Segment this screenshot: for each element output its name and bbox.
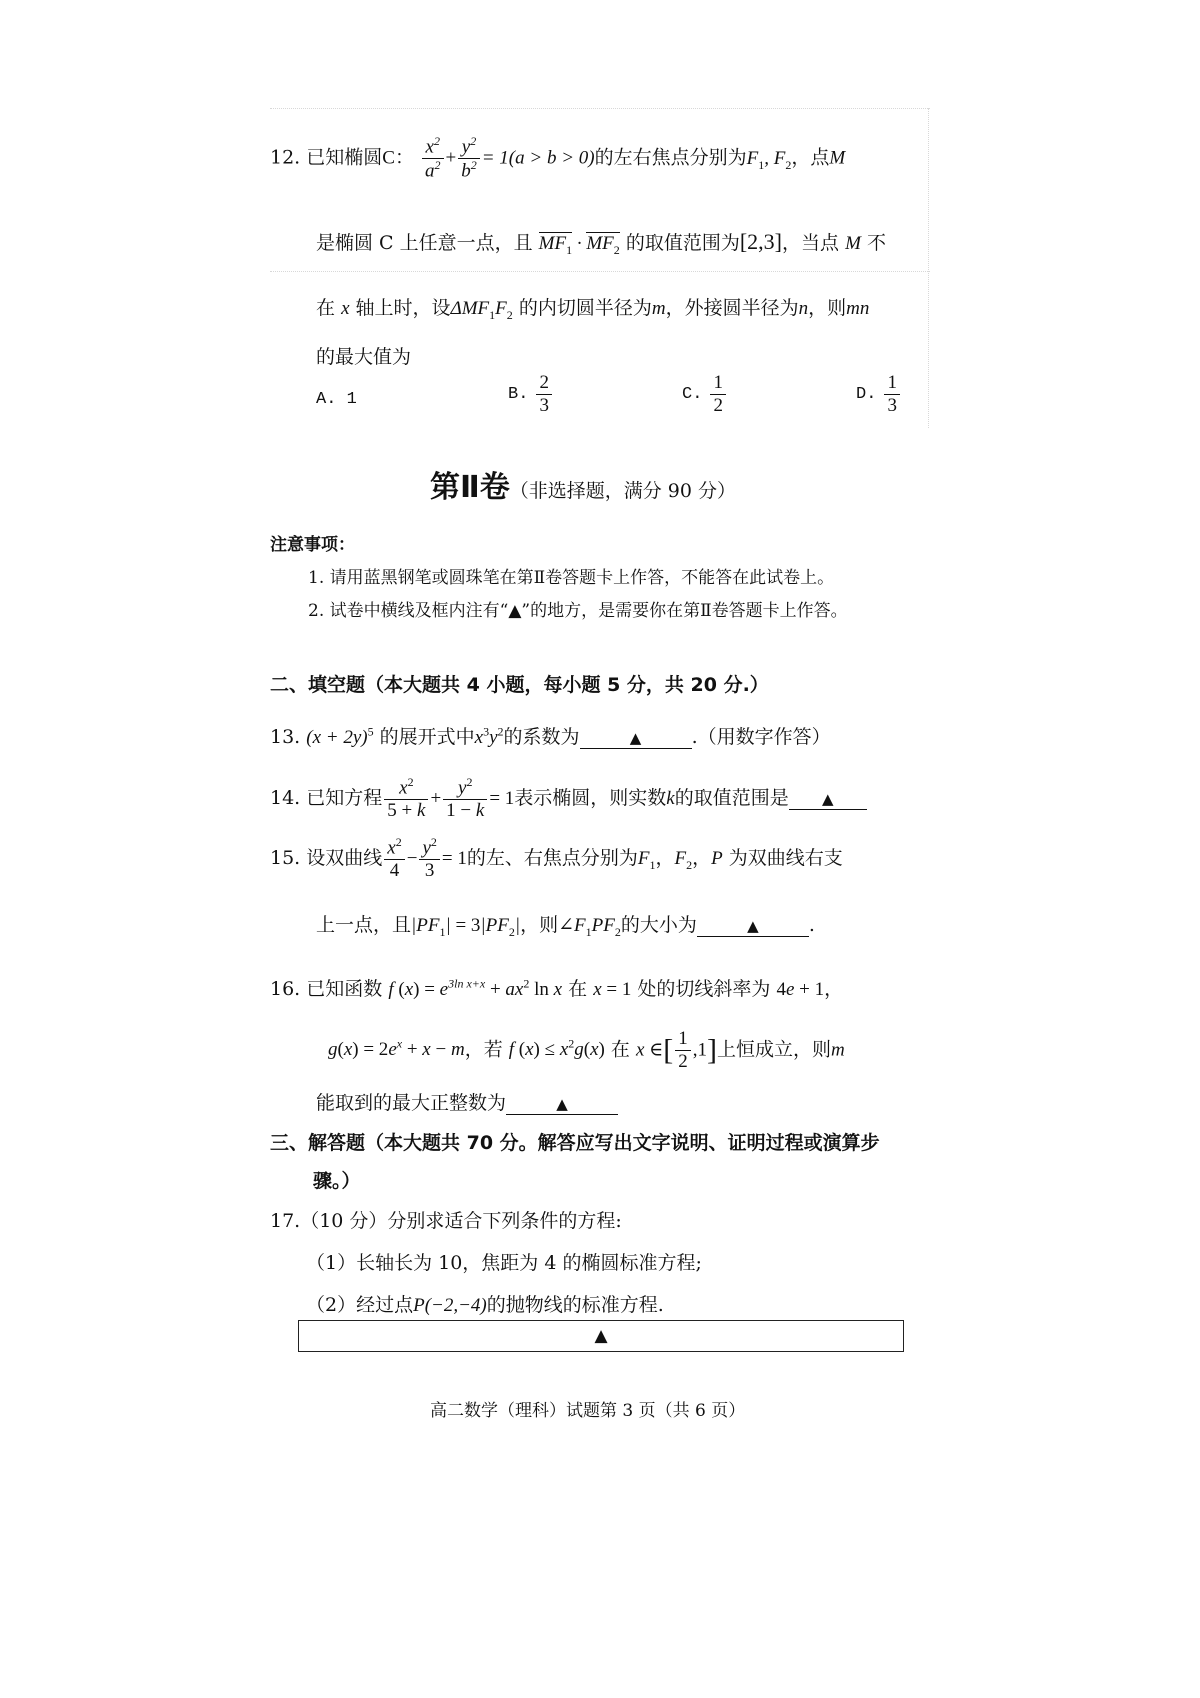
scan-line-top <box>270 108 930 109</box>
fill-heading: 二、填空题（本大题共 4 小题，每小题 5 分，共 20 分.） <box>270 674 769 696</box>
q16-text8: 能取到的最大正整数为 <box>316 1092 507 1114</box>
q16-line3 <box>316 1088 618 1115</box>
q12-option-d: D. $\frac{1}{3}$ <box>856 372 902 417</box>
q12-line3-text-e: ，则 <box>808 297 847 319</box>
q12-line3-text-c: 的内切圆半径为 <box>518 297 652 319</box>
q15-answer-blank[interactable] <box>697 914 809 937</box>
q13-answer-blank[interactable] <box>580 726 692 749</box>
q15-line1: 15. 设双曲线 $\frac{x^2}{4}$ − $\frac{y^2}{3}$ = 1的左、右焦点分别为$F_1$，$F_2$，P 为双曲线右支 <box>270 835 843 882</box>
q17-part2-text-b: 的抛物线的标准方程. <box>486 1294 664 1316</box>
q12-line3-text-d: ，外接圆半径为 <box>665 297 799 319</box>
section2-title: 第Ⅱ卷 <box>430 470 510 505</box>
q15-line2: 上一点，且$|PF_1| = 3|PF_2|$，则$\angle F_1PF_2$的大小为 ▲ . <box>316 914 815 939</box>
q17-part2 <box>306 1290 664 1317</box>
page-footer: 高二数学（理科）试题第 3 页（共 6 页） <box>430 1401 746 1421</box>
q16-text2: 在 <box>568 978 588 1000</box>
q14-text2: 表示椭圆，则实数 <box>514 787 667 810</box>
q16-text6: 在 <box>610 1038 630 1061</box>
ellipse-x-term: $\frac{x^2}{a^2}$ <box>422 135 444 182</box>
q12-line2-text-c: ，当点 <box>782 232 840 254</box>
q12-range: [2,3] <box>739 229 783 254</box>
q15-text4: 上一点，且 <box>316 914 412 936</box>
q13-text1: 的展开式中 <box>379 726 475 748</box>
answer-mark: ▲ <box>821 790 834 809</box>
q12-line1: 12. 已知椭圆C： $\frac{x^2}{a^2}$ + $\frac{y^2}{b^2}$ = 1(a > b > 0)的左右焦点分别为$F_1$, $F_2$，点M <box>270 134 846 182</box>
note-2: 2. 试卷中横线及框内注有“▲”的地方，是需要你在第Ⅱ卷答题卡上作答。 <box>308 601 848 621</box>
q15-text2: 的左、右焦点分别为 <box>466 847 638 870</box>
q17-text: 17.（10 分）分别求适合下列条件的方程: <box>270 1210 622 1232</box>
solve-heading-line2: 骤。） <box>313 1170 361 1192</box>
q13: 13. $(x + 2y)^5$ 的展开式中$x^3y^2$的系数为 ▲ .（用数字作答） <box>270 724 831 748</box>
answer-mark: ▲ <box>629 729 642 747</box>
q12-text2: 的左右焦点分别为 <box>594 146 747 169</box>
dot-product: $MF_1 \cdot MF_2$ <box>538 233 620 257</box>
q16-text4: ， <box>824 978 844 1000</box>
q12-option-b: B. $\frac{2}{3}$ <box>508 372 554 417</box>
point-m-2: M <box>845 233 861 254</box>
q12-line3-text-b: 轴上时，设 <box>355 297 451 319</box>
q12-option-a: A. 1 <box>316 390 357 409</box>
answer-mark: ▲ <box>594 1326 608 1346</box>
q13-text3: .（用数字作答） <box>691 726 831 748</box>
q16-text3: 处的切线斜率为 <box>637 978 771 1000</box>
ellipse-y-term: $\frac{y^2}{b^2}$ <box>458 135 480 182</box>
q12-number: 12. <box>270 146 301 169</box>
q14-text1: 已知方程 <box>306 787 383 810</box>
q12-line2-text-b: 的取值范围为 <box>625 232 740 254</box>
q16-line1: 16. 已知函数 f $(x) = e^{3ln x+x} + ax^2$ ln x 在 x = 1 处的切线斜率为 4e + 1， <box>270 976 844 1000</box>
section2-heading <box>430 462 736 506</box>
q16-number: 16. <box>270 978 301 1000</box>
q12-line4: 的最大值为 <box>316 346 412 368</box>
q15-text6: 的大小为 <box>620 914 697 936</box>
answer-mark: ▲ <box>556 1095 568 1113</box>
q16-line2: $g(x) = 2e^x + x - m$，若 f $(x) \le x^2g(x)$ 在 x ∈[ $\frac{1}{2}$ ,1]上恒成立，则m <box>328 1028 845 1072</box>
note-1: 1. 请用蓝黑钢笔或圆珠笔在第Ⅱ卷答题卡上作答，不能答在此试卷上。 <box>308 568 835 588</box>
q13-text2: 的系数为 <box>503 726 580 748</box>
scan-line-mid <box>270 271 930 272</box>
q15-text1: 设双曲线 <box>306 847 383 870</box>
ellipse-condition: = 1(a > b > 0) <box>481 147 595 169</box>
q16-answer-blank[interactable] <box>506 1092 618 1115</box>
q16-text5: ，若 <box>464 1038 503 1061</box>
q15-number: 15. <box>270 847 301 870</box>
q15-text7: . <box>808 914 815 936</box>
q14-number: 14. <box>270 787 301 810</box>
foci-labels: $F_1$, $F_2$ <box>746 147 792 172</box>
q17-part2-text-a: （2）经过点 <box>306 1294 414 1316</box>
q16-text1: 已知函数 <box>306 978 383 1000</box>
q17-answer-box[interactable] <box>298 1320 904 1352</box>
q14: 14. 已知方程 $\frac{x^2}{5 + k}$ + $\frac{y^2}{1 - k}$ = 1表示椭圆，则实数k的取值范围是 ▲ <box>270 776 867 822</box>
q14-answer-blank[interactable] <box>789 787 867 810</box>
q15-text3: 为双曲线右支 <box>728 847 843 870</box>
q12-option-c: C. $\frac{1}{2}$ <box>682 372 728 417</box>
q13-number: 13. <box>270 726 301 748</box>
section2-subtitle: （非选择题，满分 90 分） <box>509 480 737 502</box>
solve-heading-line1: 三、解答题（本大题共 70 分。解答应写出文字说明、证明过程或演算步 <box>270 1132 880 1154</box>
triangle-label: $\Delta MF_1F_2$ <box>450 298 513 322</box>
q12-line2 <box>316 228 886 258</box>
q12-text1: 已知椭圆 <box>306 146 383 169</box>
q16-text7: 上恒成立，则 <box>716 1038 831 1061</box>
q15-text5: ，则 <box>520 914 559 936</box>
notes-title: 注意事项： <box>270 535 355 555</box>
scan-line-right <box>928 108 929 428</box>
q14-text3: 的取值范围是 <box>674 787 789 810</box>
point-p: P(−2,−4) <box>413 1295 487 1316</box>
q12-line3-text-a: 在 <box>316 297 336 319</box>
q12-text3: ，点 <box>791 146 830 169</box>
answer-mark: ▲ <box>747 917 759 935</box>
q12-c: C： <box>382 147 414 169</box>
q12-line3: 在 x 轴上时，设$\Delta MF_1F_2$ 的内切圆半径为m，外接圆半径为n，则mn <box>316 297 870 322</box>
point-m: M <box>829 147 846 169</box>
q17-part1: （1）长轴长为 10，焦距为 4 的椭圆标准方程; <box>306 1252 702 1274</box>
q12-line2-text-a: 是椭圆 C 上任意一点，且 <box>316 232 533 254</box>
q12-line2-text-d: 不 <box>866 232 886 254</box>
